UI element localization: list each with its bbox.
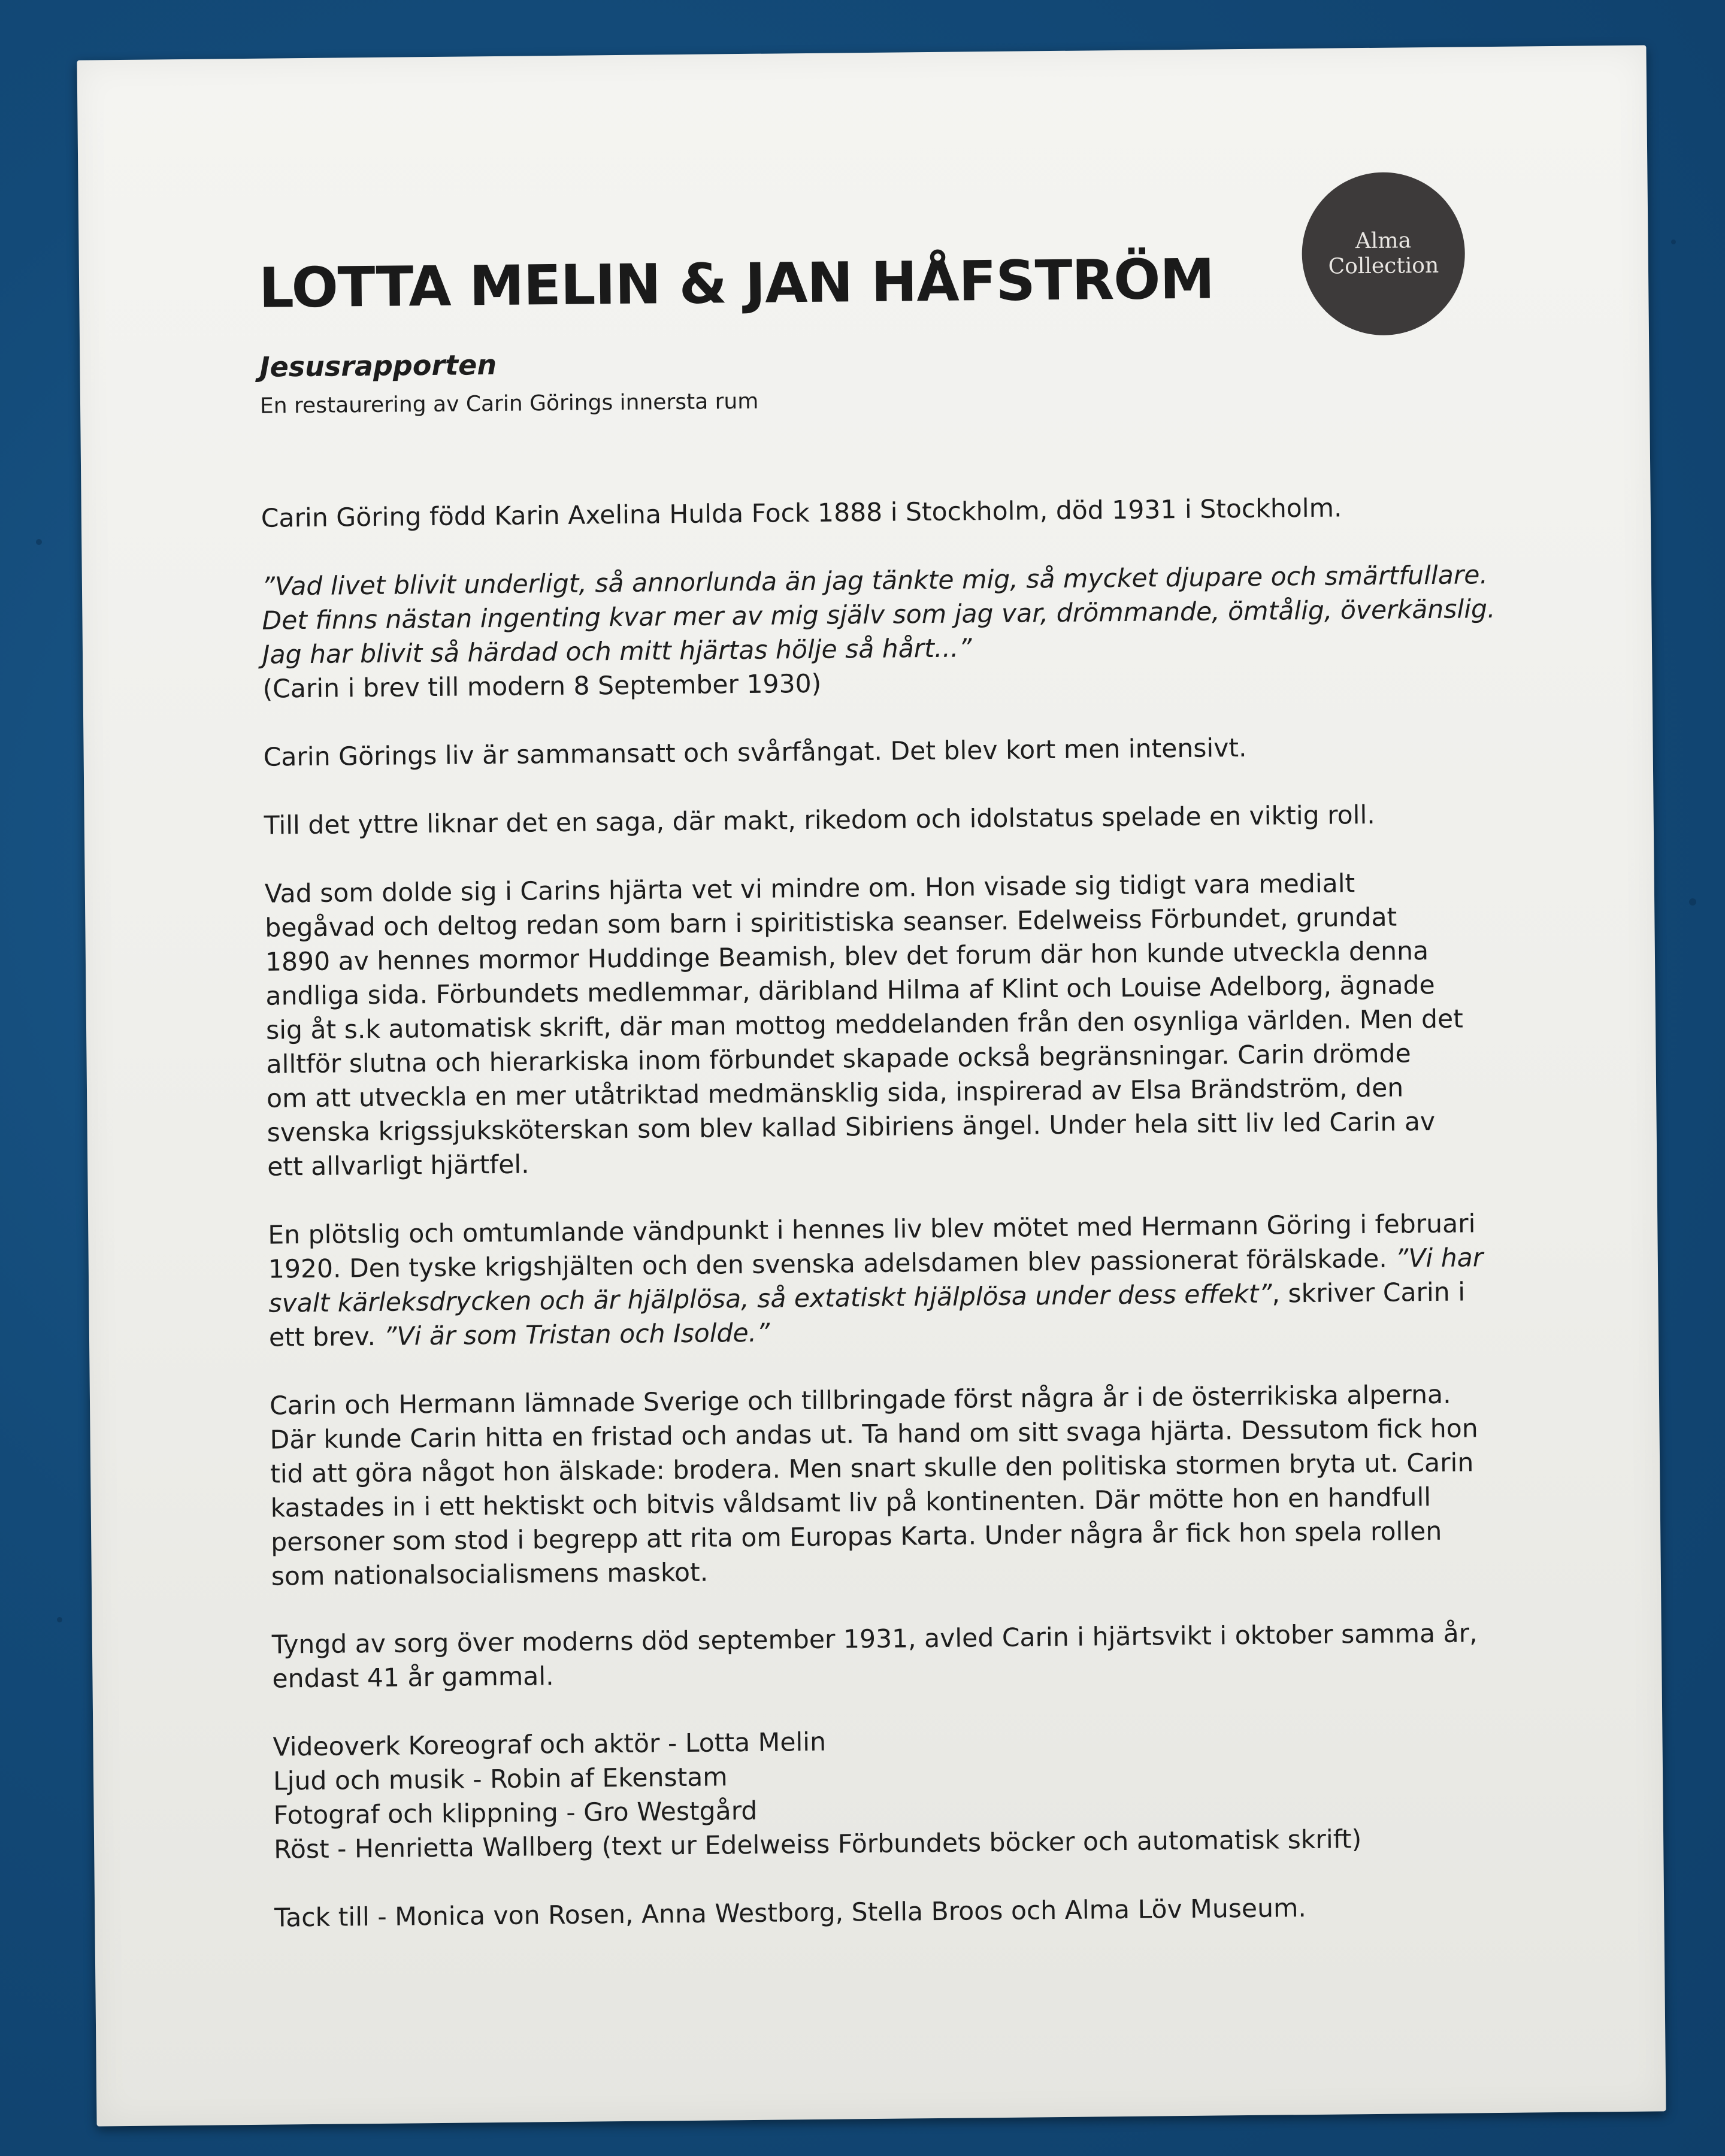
paragraph-5-part-a: En plötslig och omtumlande vändpunkt i hennes liv blev mötet med Hermann Göring i februari 1920. Den tyske krigshjälten och den svenska adelsdamen blev passionerat förälskade. [268, 1209, 1476, 1285]
wall-texture-spot [57, 1617, 62, 1622]
artist-title: LOTTA MELIN & JAN HÅFSTRÖM [258, 247, 1215, 320]
wall-texture-spot [1689, 898, 1696, 906]
credit-line: Röst - Henrietta Wallberg (text ur Edelweiss Förbundets böcker och automatisk skrift) [273, 1825, 1362, 1865]
paragraph-5-quote-2: ”Vi är som Tristan och Isolde.” [383, 1318, 770, 1352]
wall-texture-spot [36, 539, 42, 545]
quote-text: ”Vad livet blivit underligt, så annorlunda än jag tänkte mig, så mycket djupare och smärtfullare. Det finns nästan ingenting kvar mer av mig själv som jag var, drömmande, ömtålig, överkänslig. Jag har blivit så härdad och mitt hjärtas hölje så hårt...” [261, 561, 1496, 670]
paragraph-intro: Carin Göring född Karin Axelina Hulda Fock 1888 i Stockholm, död 1931 i Stockholm. [261, 493, 1342, 534]
wall-texture-spot [1671, 240, 1676, 244]
work-title: Jesusrapporten [259, 348, 497, 383]
thanks-line: Tack till - Monica von Rosen, Anna Westborg, Stella Broos och Alma Löv Museum. [274, 1894, 1307, 1933]
credits-list [273, 1718, 1627, 1867]
paragraph-4: Vad som dolde sig i Carins hjärta vet vi mindre om. Hon visade sig tidigt vara medialt begåvad och deltog redan som barn i spiritistiska seanser. Edelweiss Förbundet, grundat 1890 av hennes mormor Huddinge Beamish, blev det forum där hon kunde utveckla denna andliga sida. Förbundets medlemmar, däribland Hilma af Klint och Louise Adelborg, ägnade sig åt s.k automatisk skrift, där man mottog meddelanden från den osynliga världen. Men det alltför slutna och hierarkiska inom förbundet skapade också begränsningar. Carin drömde om att utveckla en mer utåtriktad medmänsklig sida, inspirerad av Elsa Brändström, den svenska krigssjuksköterskan som blev kallad Sibiriens ängel. Under hela sitt liv led Carin av ett allvarligt hjärtfel. [264, 869, 1464, 1182]
body-text [261, 489, 1629, 1970]
alma-collection-badge [1301, 171, 1466, 336]
paragraph-5-quote-1: ”Vi har svalt kärleksdrycken och är hjälplösa, så extatiskt hjälplösa under dess effekt” [268, 1243, 1484, 1319]
badge-line-1: Alma [1355, 228, 1412, 254]
quote-block [262, 557, 1617, 707]
paragraph-6: Carin och Hermann lämnade Sverige och tillbringade först några år i de österrikiska alperna. Där kunde Carin hitta en fristad och andas ut. Ta hand om sitt svaga hjärta. Dessutom fick hon tid att göra något hon älskade: brodera. Men snart skulle den politiska stormen bryta ut. Carin kastades in i ett hektiskt och bitvis våldsamt liv på kontinenten. Där mötte hon en handfull personer som stod i begrepp att rita om Europas Karta. Under några år fick hon spela rollen som nationalsocialismens maskot. [269, 1380, 1478, 1592]
credit-line: Ljud och musik - Robin af Ekenstam [273, 1763, 728, 1797]
paragraph-5 [268, 1206, 1623, 1355]
credit-line: Videoverk Koreograf och aktör - Lotta Melin [273, 1727, 827, 1763]
paragraph-7: Tyngd av sorg över moderns död september 1931, avled Carin i hjärtsvikt i oktober samma år, endast 41 år gammal. [271, 1619, 1478, 1694]
paragraph-3: Till det yttre liknar det en saga, där makt, rikedom och idolstatus spelade en viktig roll. [264, 800, 1376, 841]
work-tagline: En restaurering av Carin Görings innersta rum [259, 389, 759, 419]
credit-line: Fotograf och klippning - Gro Westgård [273, 1796, 758, 1831]
paragraph-5-part-b: , skriver Carin i ett brev. [268, 1277, 1466, 1353]
paragraph-2: Carin Görings liv är sammansatt och svårfångat. Det blev kort men intensivt. [263, 733, 1247, 773]
quote-source: (Carin i brev till modern 8 September 1930) [262, 669, 822, 704]
exhibition-sign [77, 46, 1666, 2127]
badge-line-2: Collection [1328, 253, 1439, 279]
